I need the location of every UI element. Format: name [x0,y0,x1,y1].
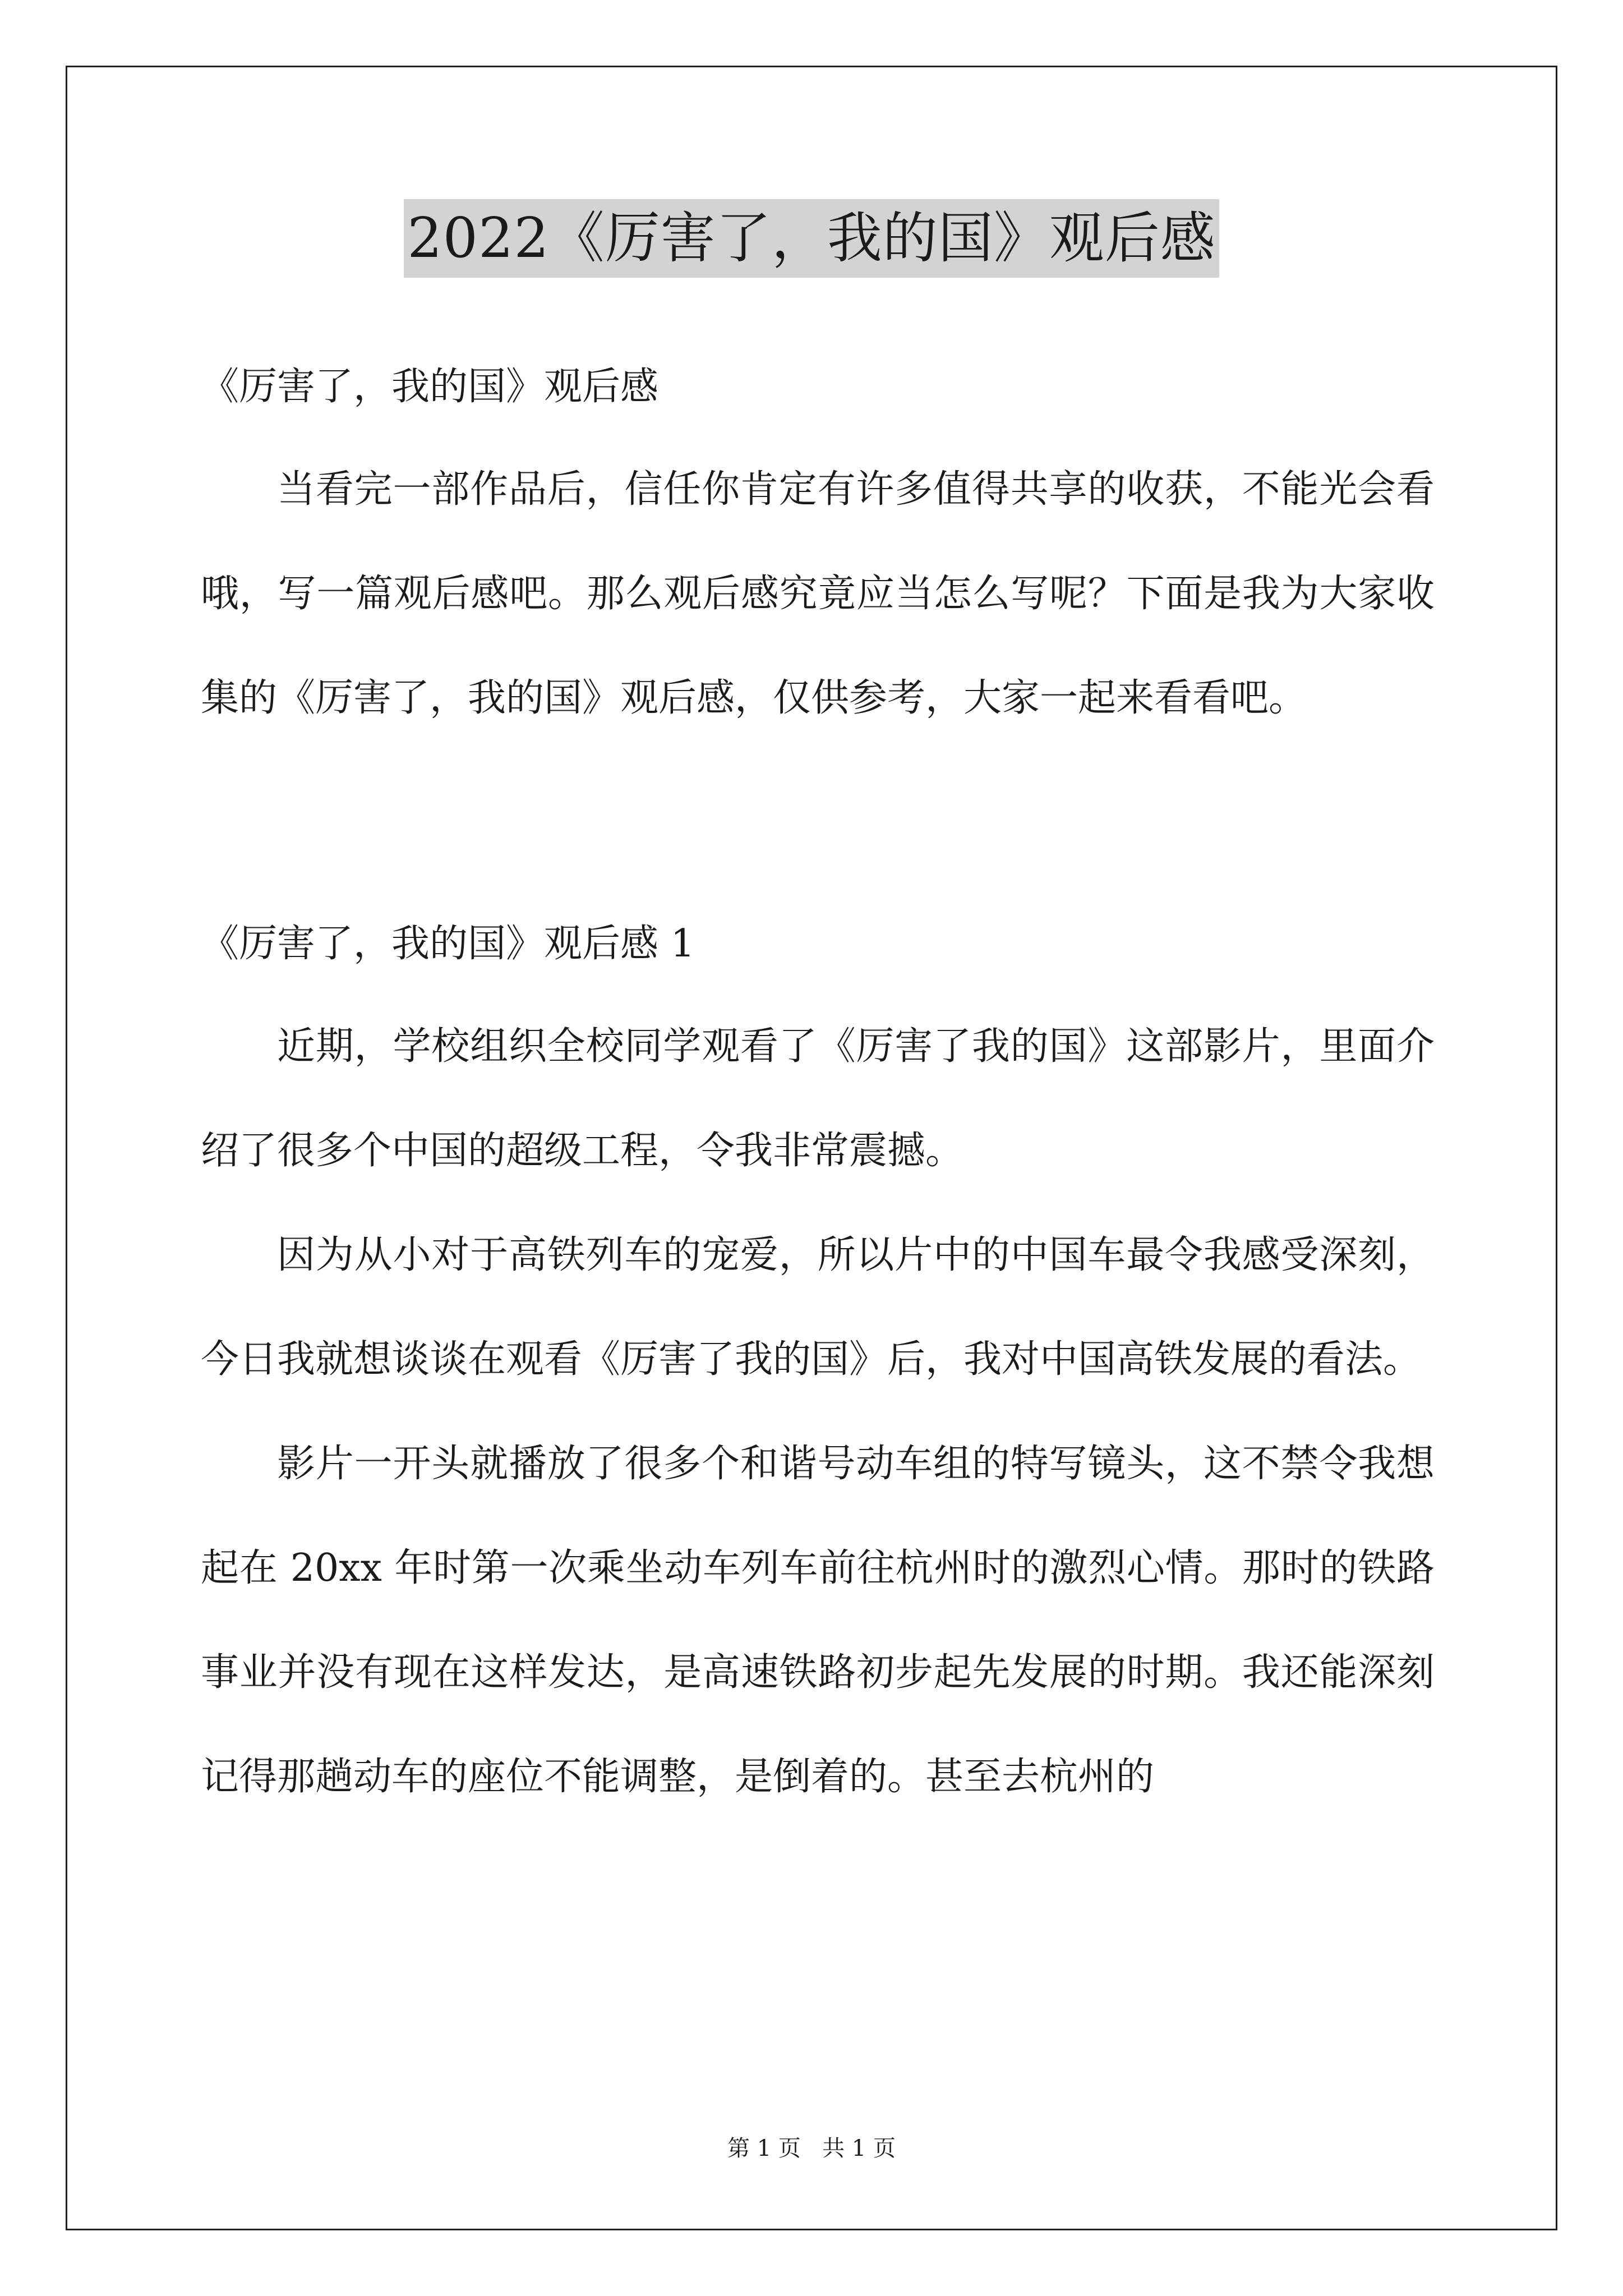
body-paragraph: 影片一开头就播放了很多个和谐号动车组的特写镜头，这不禁令我想起在 20xx 年时第一次乘坐动车列车前往杭州时的激烈心情。那时的铁路事业并没有现在这样发达，是高速铁路初步起先发展的时期。我还能深刻记得那趟动车的座位不能调整，是倒着的。甚至去杭州的 [201,1442,1435,1799]
page-footer: 第 1 页 共 1 页 [727,2136,896,2161]
document-body [201,337,1435,1829]
intro-heading: 《厉害了，我的国》观后感 [201,365,659,409]
body-paragraph: 近期，学校组织全校同学观看了《厉害了我的国》这部影片，里面介绍了很多个中国的超级工程，令我非常震撼。 [201,1024,1435,1173]
title-wrap [0,199,1623,278]
document-title: 2022《厉害了，我的国》观后感 [404,199,1219,278]
section-heading: 《厉害了，我的国》观后感 1 [201,922,695,966]
body-paragraph: 因为从小对于高铁列车的宠爱，所以片中的中国车最令我感受深刻，今日我就想谈谈在观看《厉害了我的国》后，我对中国高铁发展的看法。 [201,1233,1435,1382]
intro-paragraph: 当看完一部作品后，信任你肯定有许多值得共享的收获，不能光会看哦，写一篇观后感吧。那么观后感究竟应当怎么写呢？下面是我为大家收集的《厉害了，我的国》观后感，仅供参考，大家一起来看看吧。 [201,467,1435,720]
